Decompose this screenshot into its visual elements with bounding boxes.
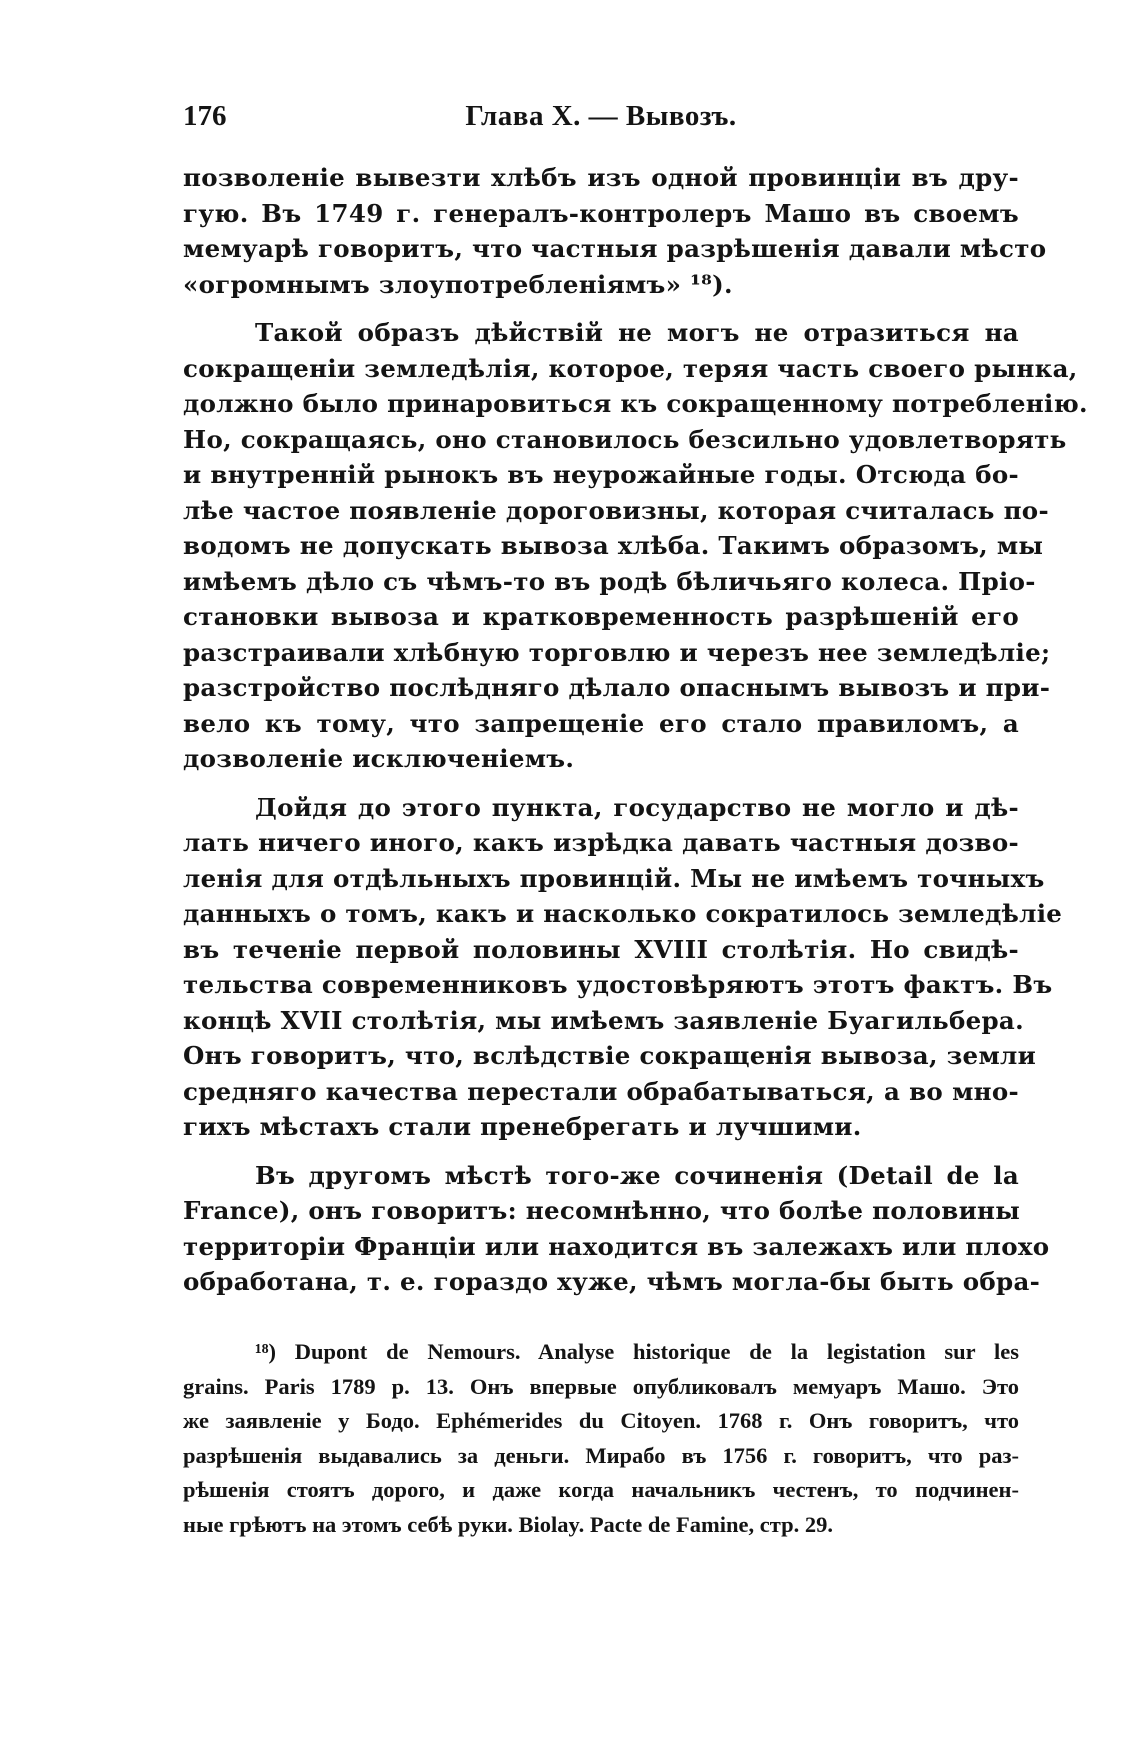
- text-line: территоріи Франціи или находится въ залежахъ или плохо: [183, 1231, 1050, 1261]
- text-line: средняго качества перестали обрабатываться, а во мно-: [183, 1076, 1019, 1106]
- text-line: разстраивали хлѣбную торговлю и черезъ нее земледѣліе;: [183, 637, 1051, 667]
- text-line: имѣемъ дѣло съ чѣмъ-то въ родѣ бѣличьяго колеса. Пріо-: [183, 566, 1036, 596]
- text-line: Въ другомъ мѣстѣ того-же сочиненія (Detail de la: [255, 1160, 1019, 1190]
- text-line: разстройство послѣдняго дѣлало опаснымъ вывозъ и при-: [183, 673, 1051, 702]
- text-line: лѣе частое появленіе дороговизны, которая считалась по-: [183, 495, 1049, 525]
- text-line: Онъ говоритъ, что, вслѣдствіе сокращенія вывоза, земли: [183, 1041, 1037, 1070]
- footnote-line: grains. Paris 1789 p. 13. Онъ впервые опубликовалъ мемуаръ Машо. Это: [183, 1373, 1019, 1399]
- text-line: Но, сокращаясь, оно становилось безсильно удовлетворять: [183, 424, 1067, 454]
- text-line: позволеніе вывезти хлѣбъ изъ одной провинціи въ дру-: [183, 163, 1019, 192]
- paragraph: [183, 790, 1063, 1145]
- text-line: Такой образъ дѣйствій не могъ не отразиться на: [255, 318, 1019, 347]
- text-line: мемуарѣ говоритъ, что частныя разрѣшенія давали мѣсто: [183, 234, 1047, 263]
- footnote: [183, 1335, 1019, 1542]
- footnote-line: же заявленіе у Бодо. Ephémerides du Citoyen. 1768 г. Онъ говоритъ, что: [183, 1408, 1019, 1433]
- text-line: въ теченіе первой половины XVIII столѣтія. Но свидѣ-: [183, 934, 1019, 964]
- running-header: [183, 100, 1019, 144]
- text-line: обработана, т. е. гораздо хуже, чѣмъ могла-бы быть обра-: [183, 1267, 1041, 1296]
- text-line: гую. Въ 1749 г. генералъ-контролеръ Машо въ своемъ: [183, 198, 1019, 228]
- text-line: становки вывоза и кратковременность разрѣшеній его: [183, 602, 1019, 631]
- footnote-line: ные грѣютъ на этомъ себѣ руки. Biolay. Pacte de Famine, стр. 29.: [183, 1511, 833, 1537]
- text-line: сокращеніи земледѣлія, которое, теряя часть своего рынка,: [183, 353, 1078, 383]
- text-line: вело къ тому, что запрещеніе его стало правиломъ, а: [183, 708, 1019, 738]
- text-line: и внутренній рынокъ въ неурожайные годы. Отсюда бо-: [183, 460, 1019, 489]
- footnote-line: разрѣшенія выдавались за деньги. Мирабо въ 1756 г. говоритъ, что раз-: [183, 1442, 1019, 1468]
- page-number: 176: [183, 100, 227, 132]
- text-line: «огромнымъ злоупотребленіямъ» ¹⁸).: [183, 269, 733, 299]
- text-line: Дойдя до этого пункта, государство не могло и дѣ-: [255, 792, 1019, 822]
- text-line: лать ничего иного, какъ изрѣдка давать частныя дозво-: [183, 828, 1019, 857]
- text-line: данныхъ о томъ, какъ и насколько сократилось земледѣліе: [183, 899, 1063, 928]
- text-line: дозволеніе исключеніемъ.: [183, 744, 575, 773]
- paragraph: [183, 160, 1047, 302]
- footnote-line: рѣшенія стоятъ дорого, и даже когда начальникъ честенъ, то подчинен-: [183, 1477, 1019, 1502]
- paragraph: [183, 315, 1088, 777]
- running-title: Глава X. — Вывозъ.: [465, 100, 737, 132]
- text-line: должно было принаровиться къ сокращенному потребленію.: [183, 389, 1088, 418]
- text-line: концѣ XVII столѣтія, мы имѣемъ заявленіе Буагильбера.: [183, 1005, 1024, 1035]
- text-line: France), онъ говоритъ: несомнѣнно, что болѣе половины: [183, 1196, 1021, 1225]
- footnote-line: ¹⁸) Dupont de Nemours. Analyse historique de la legistation sur les: [255, 1339, 1019, 1364]
- text-line: гихъ мѣстахъ стали пренебрегать и лучшими.: [183, 1112, 862, 1141]
- text-line: ленія для отдѣльныхъ провинцій. Мы не имѣемъ точныхъ: [183, 863, 1045, 893]
- paragraph: [183, 1158, 1050, 1300]
- text-line: тельства современниковъ удостовѣряютъ этотъ фактъ. Въ: [183, 970, 1053, 999]
- main-text: [183, 160, 1088, 1313]
- text-line: водомъ не допускать вывоза хлѣба. Такимъ образомъ, мы: [183, 531, 1044, 560]
